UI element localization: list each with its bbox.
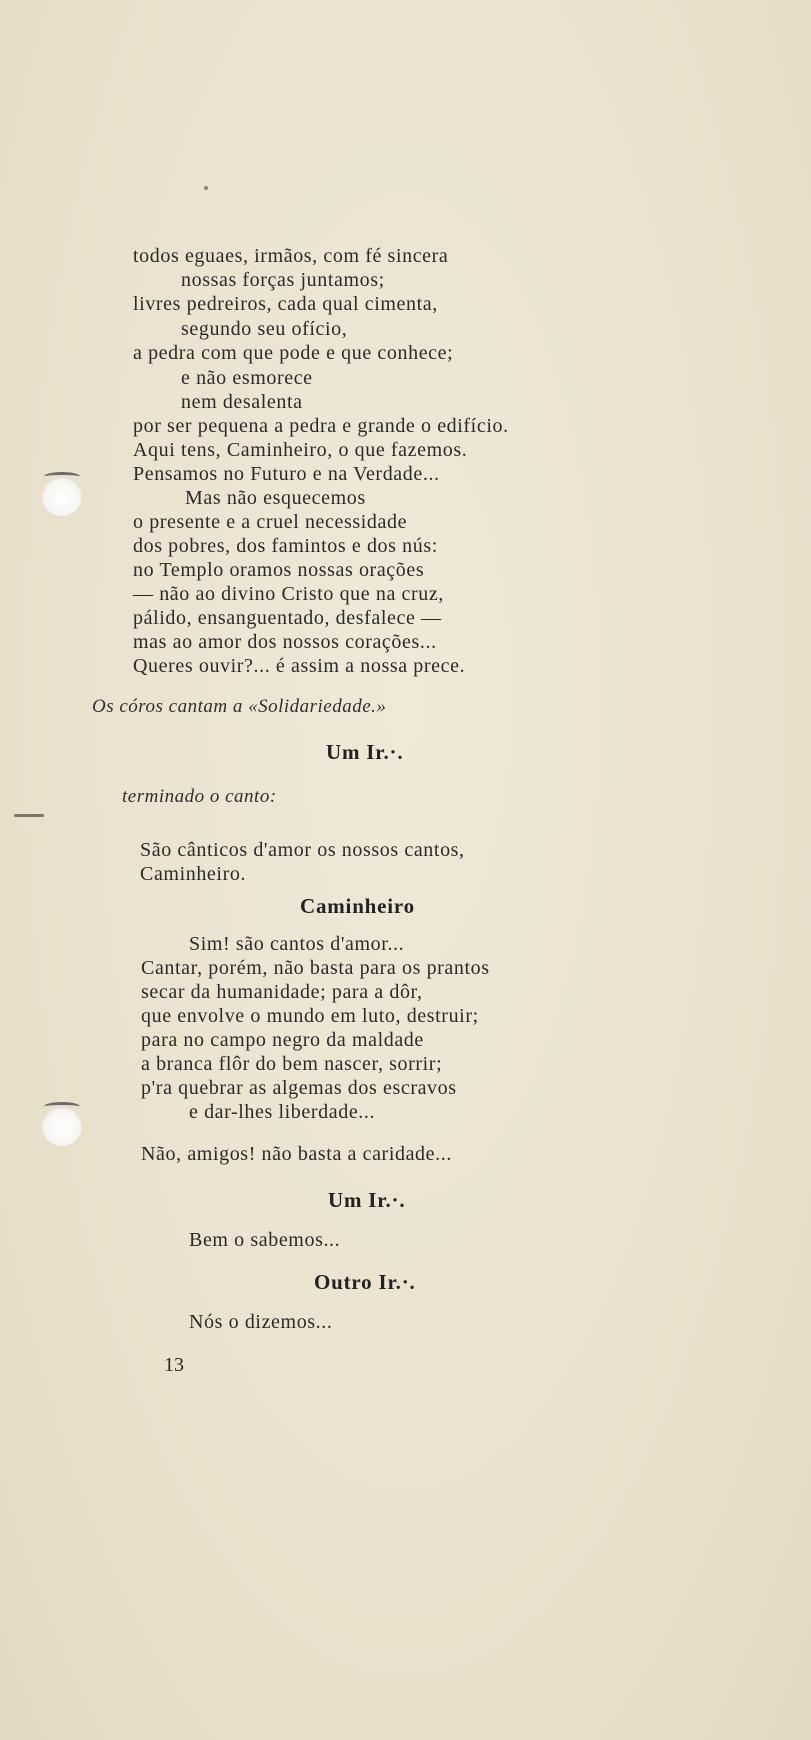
verse-line: — não ao divino Cristo que na cruz, bbox=[133, 583, 444, 605]
verse-line: Pensamos no Futuro e na Verdade... bbox=[133, 463, 440, 485]
verse-line: Cantar, porém, não basta para os prantos bbox=[141, 957, 490, 979]
speaker-name: Um Ir.·. bbox=[326, 740, 404, 764]
verse-line: pálido, ensanguentado, desfalece — bbox=[133, 607, 442, 629]
verse-line: livres pedreiros, cada qual cimenta, bbox=[133, 293, 438, 315]
verse-line: p'ra quebrar as algemas dos escravos bbox=[141, 1077, 457, 1099]
verse-line: que envolve o mundo em luto, destruir; bbox=[141, 1005, 479, 1027]
verse-line: secar da humanidade; para a dôr, bbox=[141, 981, 423, 1003]
speaker-name: Um Ir.·. bbox=[328, 1188, 406, 1212]
verse-line: Sim! são cantos d'amor... bbox=[189, 933, 405, 955]
speaker-name: Outro Ir.·. bbox=[314, 1270, 416, 1294]
verse-line: Aqui tens, Caminheiro, o que fazemos. bbox=[133, 439, 468, 461]
verse-line: nem desalenta bbox=[181, 391, 303, 413]
verse-line: no Templo oramos nossas orações bbox=[133, 559, 425, 581]
verse-line: Queres ouvir?... é assim a nossa prece. bbox=[133, 655, 466, 677]
verse-line: o presente e a cruel necessidade bbox=[133, 511, 408, 533]
verse-line: Bem o sabemos... bbox=[189, 1229, 341, 1251]
verse-line: Nós o dizemos... bbox=[189, 1311, 333, 1333]
verse-line: segundo seu ofício, bbox=[181, 318, 348, 340]
verse-line: mas ao amor dos nossos corações... bbox=[133, 631, 437, 653]
verse-line: e dar-lhes liberdade... bbox=[189, 1101, 376, 1123]
verse-line: e não esmorece bbox=[181, 367, 313, 389]
paper-speck bbox=[14, 814, 44, 817]
punch-hole-top bbox=[42, 476, 82, 516]
verse-line: Caminheiro. bbox=[140, 863, 247, 885]
verse-line: para no campo negro da maldade bbox=[141, 1029, 424, 1051]
page-number: 13 bbox=[164, 1354, 184, 1376]
verse-line: todos eguaes, irmãos, com fé sincera bbox=[133, 245, 449, 267]
verse-line: por ser pequena a pedra e grande o edifício. bbox=[133, 415, 509, 437]
stage-direction: Os córos cantam a «Solidariedade.» bbox=[92, 696, 387, 717]
verse-line: dos pobres, dos famintos e dos nús: bbox=[133, 535, 438, 557]
punch-hole-bottom bbox=[42, 1106, 82, 1146]
speaker-name: Caminheiro bbox=[300, 894, 415, 918]
stage-direction: terminado o canto: bbox=[122, 786, 277, 807]
paper-speck bbox=[204, 186, 208, 190]
verse-line: São cânticos d'amor os nossos cantos, bbox=[140, 839, 465, 861]
verse-line: nossas forças juntamos; bbox=[181, 269, 385, 291]
verse-line: a branca flôr do bem nascer, sorrir; bbox=[141, 1053, 443, 1075]
verse-line: a pedra com que pode e que conhece; bbox=[133, 342, 454, 364]
verse-line: Mas não esquecemos bbox=[185, 487, 366, 509]
verse-line: Não, amigos! não basta a caridade... bbox=[141, 1143, 452, 1165]
